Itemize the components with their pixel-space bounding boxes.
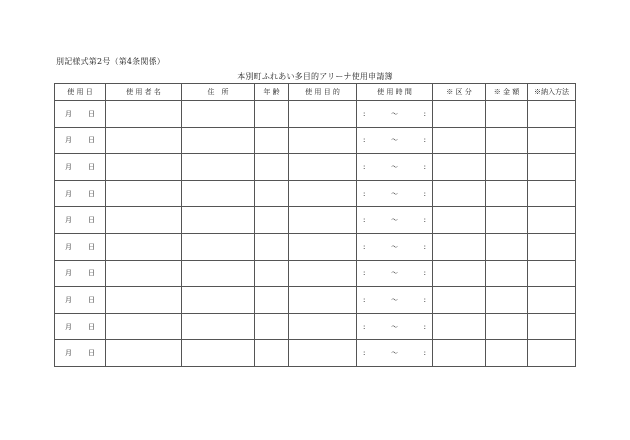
category-cell bbox=[433, 101, 486, 128]
address-cell bbox=[182, 180, 255, 207]
month-label: 月 bbox=[65, 242, 72, 251]
age-cell bbox=[255, 260, 289, 287]
table-row bbox=[55, 287, 576, 314]
start-time-colon: : bbox=[363, 322, 366, 331]
age-cell bbox=[255, 154, 289, 181]
end-time-colon: : bbox=[423, 162, 426, 171]
category-cell bbox=[433, 340, 486, 367]
user-name-cell bbox=[106, 127, 182, 154]
day-label: 日 bbox=[88, 295, 95, 304]
end-time-colon: : bbox=[423, 269, 426, 278]
start-time-colon: : bbox=[363, 295, 366, 304]
month-label: 月 bbox=[65, 189, 72, 198]
table-row bbox=[55, 260, 576, 287]
usage-time-cell bbox=[357, 180, 433, 207]
usage-time-cell bbox=[357, 207, 433, 234]
address-cell bbox=[182, 313, 255, 340]
usage-date-cell bbox=[55, 154, 106, 181]
header-category: ※ 区 分 bbox=[433, 84, 486, 101]
end-time-colon: : bbox=[423, 322, 426, 331]
start-time-colon: : bbox=[363, 136, 366, 145]
amount-cell bbox=[486, 101, 528, 128]
address-cell bbox=[182, 154, 255, 181]
amount-cell bbox=[486, 127, 528, 154]
payment-method-cell bbox=[528, 260, 576, 287]
table-row bbox=[55, 127, 576, 154]
start-time-colon: : bbox=[363, 109, 366, 118]
usage-date-cell bbox=[55, 180, 106, 207]
usage-date-cell bbox=[55, 207, 106, 234]
usage-time-cell bbox=[357, 340, 433, 367]
end-time-colon: : bbox=[423, 295, 426, 304]
start-time-colon: : bbox=[363, 269, 366, 278]
payment-method-cell bbox=[528, 127, 576, 154]
time-range-tilde: ～ bbox=[391, 189, 398, 198]
register-title: 本別町ふれあい多目的アリーナ使用申請簿 bbox=[237, 72, 393, 81]
amount-cell bbox=[486, 287, 528, 314]
time-range-tilde: ～ bbox=[391, 349, 398, 358]
usage-time-cell bbox=[357, 233, 433, 260]
form-note: 別記様式第2号（第4条関係） bbox=[56, 57, 165, 66]
usage-time-cell bbox=[357, 313, 433, 340]
payment-method-cell bbox=[528, 154, 576, 181]
end-time-colon: : bbox=[423, 216, 426, 225]
payment-method-cell bbox=[528, 340, 576, 367]
age-cell bbox=[255, 180, 289, 207]
time-range-tilde: ～ bbox=[391, 322, 398, 331]
category-cell bbox=[433, 313, 486, 340]
user-name-cell bbox=[106, 260, 182, 287]
table-row bbox=[55, 233, 576, 260]
amount-cell bbox=[486, 180, 528, 207]
usage-date-cell bbox=[55, 260, 106, 287]
day-label: 日 bbox=[88, 269, 95, 278]
end-time-colon: : bbox=[423, 136, 426, 145]
table-row bbox=[55, 101, 576, 128]
table-row bbox=[55, 154, 576, 181]
day-label: 日 bbox=[88, 349, 95, 358]
amount-cell bbox=[486, 313, 528, 340]
time-range-tilde: ～ bbox=[391, 136, 398, 145]
time-range-tilde: ～ bbox=[391, 162, 398, 171]
table-row bbox=[55, 180, 576, 207]
address-cell bbox=[182, 207, 255, 234]
purpose-cell bbox=[289, 180, 357, 207]
address-cell bbox=[182, 287, 255, 314]
usage-date-cell bbox=[55, 101, 106, 128]
header-purpose: 使 用 目 的 bbox=[289, 84, 357, 101]
month-label: 月 bbox=[65, 136, 72, 145]
month-label: 月 bbox=[65, 295, 72, 304]
day-label: 日 bbox=[88, 189, 95, 198]
amount-cell bbox=[486, 207, 528, 234]
day-label: 日 bbox=[88, 242, 95, 251]
payment-method-cell bbox=[528, 287, 576, 314]
usage-time-cell bbox=[357, 154, 433, 181]
usage-date-cell bbox=[55, 313, 106, 340]
purpose-cell bbox=[289, 340, 357, 367]
header-address: 住 所 bbox=[182, 84, 255, 101]
usage-date-cell bbox=[55, 127, 106, 154]
category-cell bbox=[433, 154, 486, 181]
end-time-colon: : bbox=[423, 242, 426, 251]
month-label: 月 bbox=[65, 162, 72, 171]
day-label: 日 bbox=[88, 109, 95, 118]
month-label: 月 bbox=[65, 269, 72, 278]
category-cell bbox=[433, 233, 486, 260]
purpose-cell bbox=[289, 207, 357, 234]
user-name-cell bbox=[106, 233, 182, 260]
purpose-cell bbox=[289, 233, 357, 260]
day-label: 日 bbox=[88, 136, 95, 145]
day-label: 日 bbox=[88, 322, 95, 331]
end-time-colon: : bbox=[423, 109, 426, 118]
payment-method-cell bbox=[528, 313, 576, 340]
time-range-tilde: ～ bbox=[391, 295, 398, 304]
age-cell bbox=[255, 340, 289, 367]
table-row bbox=[55, 313, 576, 340]
start-time-colon: : bbox=[363, 189, 366, 198]
payment-method-cell bbox=[528, 207, 576, 234]
address-cell bbox=[182, 260, 255, 287]
payment-method-cell bbox=[528, 180, 576, 207]
time-range-tilde: ～ bbox=[391, 269, 398, 278]
day-label: 日 bbox=[88, 216, 95, 225]
month-label: 月 bbox=[65, 109, 72, 118]
month-label: 月 bbox=[65, 216, 72, 225]
time-range-tilde: ～ bbox=[391, 242, 398, 251]
usage-time-cell bbox=[357, 260, 433, 287]
user-name-cell bbox=[106, 207, 182, 234]
purpose-cell bbox=[289, 127, 357, 154]
category-cell bbox=[433, 207, 486, 234]
usage-time-cell bbox=[357, 101, 433, 128]
amount-cell bbox=[486, 260, 528, 287]
usage-time-cell bbox=[357, 287, 433, 314]
category-cell bbox=[433, 260, 486, 287]
start-time-colon: : bbox=[363, 349, 366, 358]
header-amount: ※ 金 額 bbox=[486, 84, 528, 101]
table-row bbox=[55, 207, 576, 234]
amount-cell bbox=[486, 340, 528, 367]
month-label: 月 bbox=[65, 322, 72, 331]
user-name-cell bbox=[106, 101, 182, 128]
category-cell bbox=[433, 180, 486, 207]
start-time-colon: : bbox=[363, 162, 366, 171]
time-range-tilde: ～ bbox=[391, 216, 398, 225]
age-cell bbox=[255, 127, 289, 154]
day-label: 日 bbox=[88, 162, 95, 171]
payment-method-cell bbox=[528, 101, 576, 128]
purpose-cell bbox=[289, 287, 357, 314]
purpose-cell bbox=[289, 154, 357, 181]
amount-cell bbox=[486, 233, 528, 260]
address-cell bbox=[182, 233, 255, 260]
application-register-table bbox=[54, 83, 576, 367]
header-user-name: 使 用 者 名 bbox=[106, 84, 182, 101]
user-name-cell bbox=[106, 287, 182, 314]
start-time-colon: : bbox=[363, 216, 366, 225]
header-usage-time: 使 用 時 間 bbox=[357, 84, 433, 101]
user-name-cell bbox=[106, 340, 182, 367]
usage-date-cell bbox=[55, 287, 106, 314]
month-label: 月 bbox=[65, 349, 72, 358]
address-cell bbox=[182, 127, 255, 154]
header-age: 年 齢 bbox=[255, 84, 289, 101]
usage-date-cell bbox=[55, 340, 106, 367]
header-payment-method: ※納入方法 bbox=[528, 84, 576, 101]
usage-date-cell bbox=[55, 233, 106, 260]
usage-time-cell bbox=[357, 127, 433, 154]
start-time-colon: : bbox=[363, 242, 366, 251]
purpose-cell bbox=[289, 313, 357, 340]
end-time-colon: : bbox=[423, 189, 426, 198]
age-cell bbox=[255, 313, 289, 340]
age-cell bbox=[255, 101, 289, 128]
category-cell bbox=[433, 127, 486, 154]
user-name-cell bbox=[106, 313, 182, 340]
table-row bbox=[55, 340, 576, 367]
purpose-cell bbox=[289, 260, 357, 287]
header-row bbox=[55, 84, 576, 101]
time-range-tilde: ～ bbox=[391, 109, 398, 118]
header-usage-date: 使 用 日 bbox=[55, 84, 106, 101]
amount-cell bbox=[486, 154, 528, 181]
age-cell bbox=[255, 207, 289, 234]
user-name-cell bbox=[106, 180, 182, 207]
address-cell bbox=[182, 340, 255, 367]
age-cell bbox=[255, 287, 289, 314]
age-cell bbox=[255, 233, 289, 260]
end-time-colon: : bbox=[423, 349, 426, 358]
payment-method-cell bbox=[528, 233, 576, 260]
purpose-cell bbox=[289, 101, 357, 128]
category-cell bbox=[433, 287, 486, 314]
user-name-cell bbox=[106, 154, 182, 181]
address-cell bbox=[182, 101, 255, 128]
